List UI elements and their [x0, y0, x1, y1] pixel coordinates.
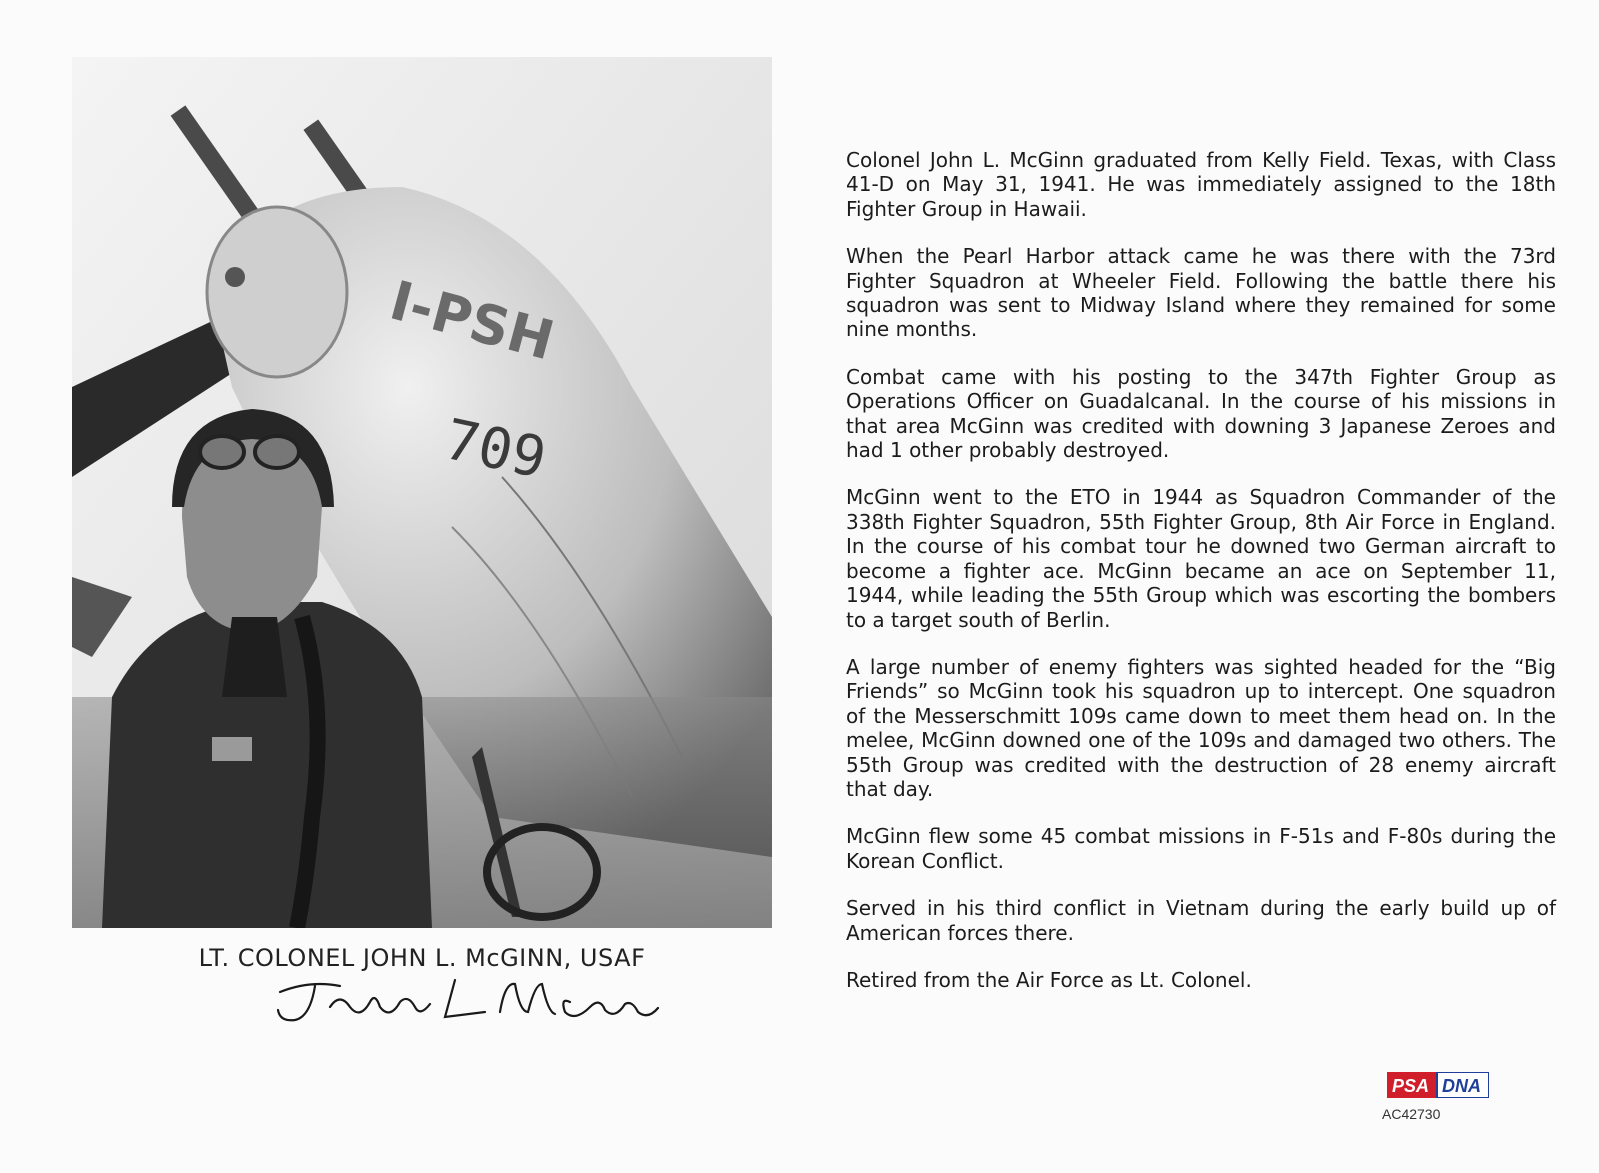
bio-paragraph: Retired from the Air Force as Lt. Colonel.: [846, 967, 1252, 992]
svg-text:DNA: DNA: [1442, 1076, 1481, 1096]
biography-text: [846, 148, 1556, 1015]
autograph-signature: [270, 972, 670, 1032]
bio-paragraph: Colonel John L. McGinn graduated from Kelly Field. Texas, with Class 41-D on May 31, 1941. He was immediately assigned to the 18th Fighter Group in Hawaii.: [846, 148, 1556, 221]
bio-paragraph: A large number of enemy fighters was sighted headed for the “Big Friends” so McGinn took his squadron up to intercept. One squadron of the Messerschmitt 109s came down to meet them head on. In the melee, McGinn downed one of the 109s and damaged two others. The 55th Group was credited with the destruction of 28 enemy aircraft that day.: [846, 654, 1556, 801]
bio-paragraph: McGinn flew some 45 combat missions in F-51s and F-80s during the Korean Conflict.: [846, 824, 1556, 873]
psa-dna-logo: [1387, 1072, 1489, 1098]
authentication-code: AC42730: [1382, 1106, 1441, 1122]
aircraft-letter-marking: I-PSH: [383, 268, 561, 373]
pilot-photo: [72, 57, 772, 928]
bio-paragraph: Combat came with his posting to the 347th Fighter Group as Operations Officer on Guadalcanal. In the course of his missions in that area McGinn was credited with downing 3 Japanese Zeroes and had 1 other probably destroyed.: [846, 364, 1556, 463]
bio-paragraph: When the Pearl Harbor attack came he was there with the 73rd Fighter Squadron at Wheeler Field. Following the battle there his squadron was sent to Midway Island where they remained for some nine months.: [846, 244, 1556, 342]
bio-paragraph: McGinn went to the ETO in 1944 as Squadron Commander of the 338th Fighter Squadron, 55th Fighter Group, 8th Air Force in England. In the course of his combat tour he downed two German aircraft to become a fighter ace. McGinn became an ace on September 11, 1944, while leading the 55th Group which was escorting the bombers to a target south of Berlin.: [846, 485, 1556, 632]
svg-text:PSA: PSA: [1392, 1076, 1430, 1096]
photo-caption: LT. COLONEL JOHN L. McGINN, USAF: [198, 944, 646, 972]
aircraft-code-marking: 709: [439, 407, 552, 492]
bio-paragraph: Served in his third conflict in Vietnam during the early build up of American forces there.: [846, 896, 1556, 945]
